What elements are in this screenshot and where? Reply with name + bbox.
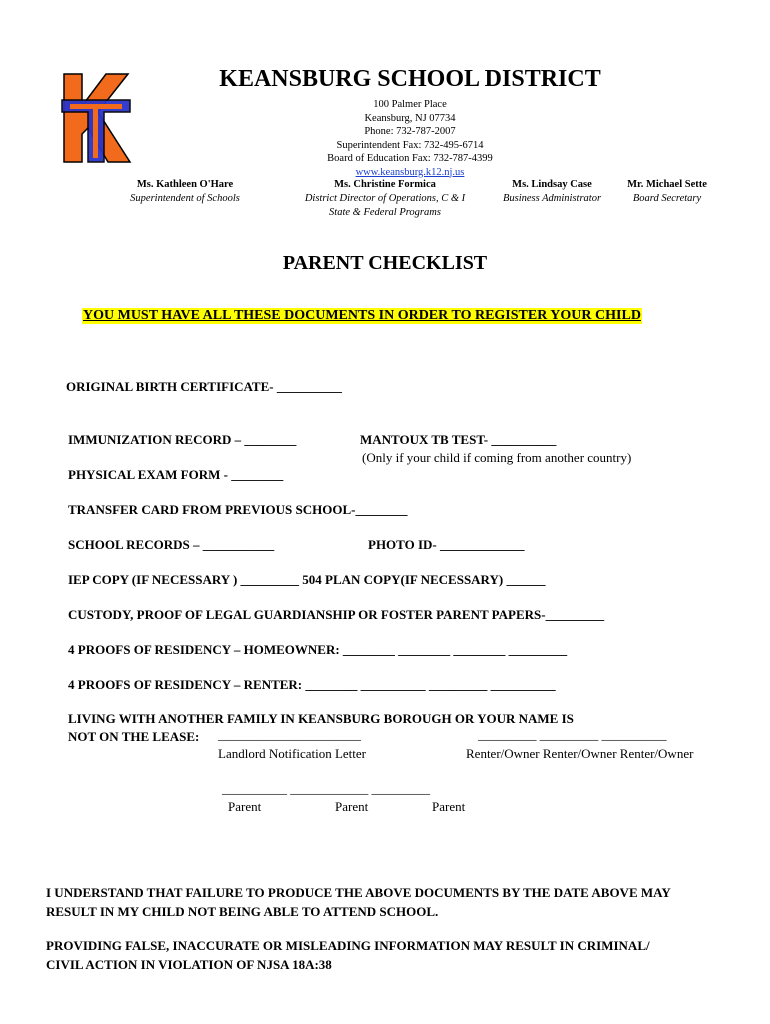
district-logo <box>58 72 134 164</box>
iep-504-item: IEP COPY (IF NECESSARY ) _________ 504 PLAN COPY(IF NECESSARY) ______ <box>68 572 546 587</box>
staff-name: Ms. Lindsay Case <box>512 179 592 190</box>
living-with-family-line2: NOT ON THE LEASE: <box>68 729 200 744</box>
residency-homeowner-item: 4 PROOFS OF RESIDENCY – HOMEOWNER: ________ ________ ________ _________ <box>68 642 568 657</box>
superintendent-fax-line: Superintendent Fax: 732-495-6714 <box>336 139 484 151</box>
renter-owner-labels: Renter/Owner Renter/Owner Renter/Owner <box>466 746 694 761</box>
page-title: PARENT CHECKLIST <box>282 252 488 274</box>
immunization-item: IMMUNIZATION RECORD – ________ <box>68 432 297 447</box>
landlord-blank: ______________________ <box>218 727 361 742</box>
acknowledgement-line1: I UNDERSTAND THAT FAILURE TO PRODUCE THE ABOVE DOCUMENTS BY THE DATE ABOVE MAY <box>46 885 671 900</box>
address-block <box>285 98 535 179</box>
false-info-line2: CIVIL ACTION IN VIOLATION OF NJSA 18A:38 <box>46 957 332 972</box>
parent-blanks: __________ ____________ _________ <box>222 781 430 796</box>
staff-name: Mr. Michael Sette <box>627 179 707 190</box>
staff-director <box>280 178 490 220</box>
staff-superintendent <box>100 178 270 206</box>
school-records-item: SCHOOL RECORDS – ___________ <box>68 537 275 552</box>
parent-label: Parent <box>335 799 369 814</box>
board-fax-line: Board of Education Fax: 732-787-4399 <box>327 153 493 164</box>
staff-title: District Director of Operations, C & I <box>304 193 466 204</box>
physical-exam-item: PHYSICAL EXAM FORM - ________ <box>68 467 284 482</box>
residency-renter-item: 4 PROOFS OF RESIDENCY – RENTER: ________ __________ _________ __________ <box>68 677 556 692</box>
phone-line: Phone: 732-787-2007 <box>364 126 456 137</box>
staff-name: Ms. Christine Formica <box>334 179 436 190</box>
district-title: KEANSBURG SCHOOL DISTRICT <box>219 66 601 92</box>
custody-item: CUSTODY, PROOF OF LEGAL GUARDIANSHIP OR FOSTER PARENT PAPERS-_________ <box>68 607 605 622</box>
staff-title: Superintendent of Schools <box>130 193 240 204</box>
address-line: Keansburg, NJ 07734 <box>364 112 456 124</box>
staff-title: Business Administrator <box>502 193 602 204</box>
mantoux-item: MANTOUX TB TEST- __________ <box>360 432 557 447</box>
photo-id-item: PHOTO ID- _____________ <box>368 537 525 552</box>
staff-title: Board Secretary <box>632 193 702 204</box>
staff-business-admin <box>492 178 612 206</box>
acknowledgement-line2: RESULT IN MY CHILD NOT BEING ABLE TO ATTEND SCHOOL. <box>46 904 439 919</box>
staff-title-2: State & Federal Programs <box>329 207 441 218</box>
parent-label: Parent <box>432 799 466 814</box>
living-with-family-line1: LIVING WITH ANOTHER FAMILY IN KEANSBURG BOROUGH OR YOUR NAME IS <box>68 711 574 726</box>
parent-label: Parent <box>228 799 262 814</box>
birth-certificate-item: ORIGINAL BIRTH CERTIFICATE- __________ <box>66 379 342 394</box>
landlord-label: Landlord Notification Letter <box>218 746 367 761</box>
false-info-line1: PROVIDING FALSE, INACCURATE OR MISLEADING INFORMATION MAY RESULT IN CRIMINAL/ <box>46 938 650 953</box>
staff-board-secretary <box>614 178 720 206</box>
address-line: 100 Palmer Place <box>373 99 447 110</box>
warning-banner: YOU MUST HAVE ALL THESE DOCUMENTS IN ORDER TO REGISTER YOUR CHILD <box>83 308 641 323</box>
staff-name: Ms. Kathleen O'Hare <box>136 179 234 190</box>
renter-owner-blanks: _________ _________ __________ <box>478 727 667 742</box>
transfer-card-item: TRANSFER CARD FROM PREVIOUS SCHOOL-________ <box>68 502 408 517</box>
website-link[interactable]: www.keansburg.k12.nj.us <box>355 166 465 178</box>
mantoux-note: (Only if your child if coming from another country) <box>362 450 632 465</box>
